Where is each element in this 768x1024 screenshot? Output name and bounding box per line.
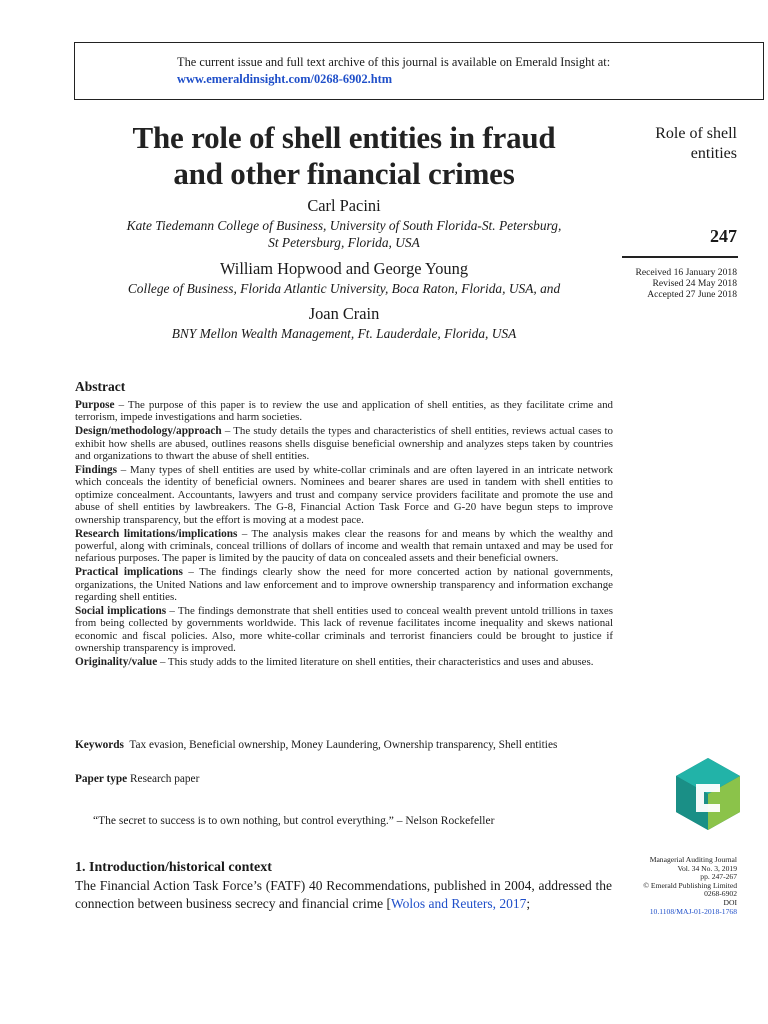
section-label: Practical implications [75, 566, 183, 579]
abstract-section-findings [75, 464, 613, 526]
keywords [75, 738, 613, 753]
journal-pages: pp. 247-267 [700, 872, 737, 882]
abstract-section-social [75, 605, 613, 655]
section-heading: 1. Introduction/historical context [75, 860, 272, 875]
affiliation-line: College of Business, Florida Atlantic University, Boca Raton, Florida, USA, and [127, 281, 561, 296]
affiliation-line: BNY Mellon Wealth Management, Ft. Lauderdale, Florida, USA [171, 326, 517, 341]
section-text: – The purpose of this paper is to review the use and application of shell entities, as they facilitate crime and terrorism, impede investigations and harm societies. [75, 399, 613, 424]
revised-date: Revised 24 May 2018 [652, 278, 737, 289]
affiliation-line: Kate Tiedemann College of Business, University of South Florida-St. Petersburg, [126, 218, 562, 233]
abstract-body [75, 399, 613, 670]
section-text: – The study details the types and characteristics of shell entities, reviews actual cases to exhibit how shells are abused, outlines reasons shells disguise beneficial ownership and analyzes steps taken by countries and organizations to thwart the abuse of shell entities. [75, 425, 613, 463]
journal-info [643, 856, 737, 916]
paper-type-label: Paper type [75, 773, 128, 785]
section-text: – The findings demonstrate that shell entities used to conceal wealth prevent untold trillions in taxes from being collected by governments worldwide. This lack of revenue facilitates income inequality and skews national economic and fiscal policies. Also, more white-collar criminals and terrorist financiers could be brought to justice if ownership transparency is improved. [75, 605, 613, 655]
journal-availability-notice [74, 42, 764, 100]
section-label: Research limitations/implications [75, 527, 238, 540]
abstract-section-originality [75, 656, 613, 668]
journal-url-link[interactable]: www.emeraldinsight.com/0268-6902.htm [177, 72, 393, 86]
section-label: Social implications [75, 605, 167, 617]
author-name: Joan Crain [308, 304, 380, 323]
article-title [74, 120, 614, 192]
section-text: – Many types of shell entities are used by white-collar criminals and are often layered in an intricate network which conceals the identity of beneficial owners. Nominees and bearer shares are used in tandem with shell entities to optimize concealment. Accountants, lawyers and trust and company service providers facilitate and promote the use and abuse of shell entities by lawbreakers. The G-8, Financial Action Task Force and G-20 have begun steps to improve ownership transparency, but the effort is moving at a modest pace. [75, 464, 613, 526]
author-name: William Hopwood and George Young [219, 259, 469, 278]
running-title-line-2: entities [690, 145, 737, 162]
side-divider [622, 256, 738, 258]
journal-volume: Vol. 34 No. 3, 2019 [677, 863, 737, 873]
abstract-section-design [75, 425, 613, 462]
crossmark-logo-icon[interactable] [676, 758, 740, 830]
author-name: Carl Pacini [307, 196, 381, 215]
doi-link[interactable]: 10.1108/MAJ-01-2018-1768 [649, 906, 737, 916]
title-line-1: The role of shell entities in fraud [132, 120, 556, 155]
author-affiliation [74, 325, 614, 342]
abstract-heading: Abstract [75, 379, 126, 394]
page-number: 247 [710, 226, 737, 246]
section-label: Originality/value [75, 656, 158, 669]
abstract-section-practical [75, 566, 613, 603]
received-date: Received 16 January 2018 [635, 267, 737, 278]
epigraph-quote: “The secret to success is to own nothing, but control everything.” – Nelson Rockefeller [93, 815, 495, 827]
affiliation-line: St Petersburg, Florida, USA [268, 235, 420, 250]
keywords-label: Keywords [75, 739, 124, 751]
running-title-line-1: Role of shell [655, 125, 737, 142]
abstract-section-purpose [75, 399, 613, 424]
section-text: – This study adds to the limited literature on shell entities, their characteristics and uses and abuses. [157, 656, 594, 669]
intro-text-tail: ; [526, 896, 531, 911]
paper-type-value: Research paper [130, 773, 200, 785]
publication-dates [635, 267, 737, 300]
journal-publisher: © Emerald Publishing Limited [643, 880, 737, 890]
notice-text: The current issue and full text archive of this journal is available on Emerald Insight at: [177, 55, 611, 69]
running-title [655, 124, 737, 164]
section-label: Findings [75, 464, 118, 477]
doi-label: DOI [723, 897, 737, 907]
journal-doi [643, 899, 737, 916]
citation-link[interactable]: Wolos and Reuters, 2017 [391, 896, 527, 911]
journal-name: Managerial Auditing Journal [649, 855, 737, 864]
author-affiliation [74, 280, 614, 297]
section-label: Purpose [75, 399, 115, 411]
title-line-2: and other financial crimes [173, 156, 515, 191]
section-text: – The findings clearly show the need for more concerted action by national governments, organizations, the United Nations and law enforcement and to improve ownership transparency and information exchange regarding shell entities. [75, 566, 613, 604]
section-text: – The analysis makes clear the reasons for and means by which the wealthy and powerful, along with criminals, conceal trillions of dollars of income and wealth that remain untaxed and may be used for nefarious purposes. The paper is limited by the paucity of data on concealed assets and their beneficial owners. [75, 527, 613, 565]
intro-paragraph [75, 877, 612, 913]
keywords-list: Tax evasion, Beneficial ownership, Money Laundering, Ownership transparency, Shell entities [129, 739, 558, 751]
paper-type [75, 773, 199, 785]
journal-issn: 0268-6902 [704, 889, 737, 899]
section-label: Design/methodology/approach [75, 425, 222, 438]
author-affiliation [74, 217, 614, 251]
intro-text: The Financial Action Task Force’s (FATF) 40 Recommendations, published in 2004, addressed the connection between business secrecy and financial crime [ [75, 878, 612, 911]
abstract-section-limitations [75, 528, 613, 565]
accepted-date: Accepted 27 June 2018 [647, 289, 737, 300]
